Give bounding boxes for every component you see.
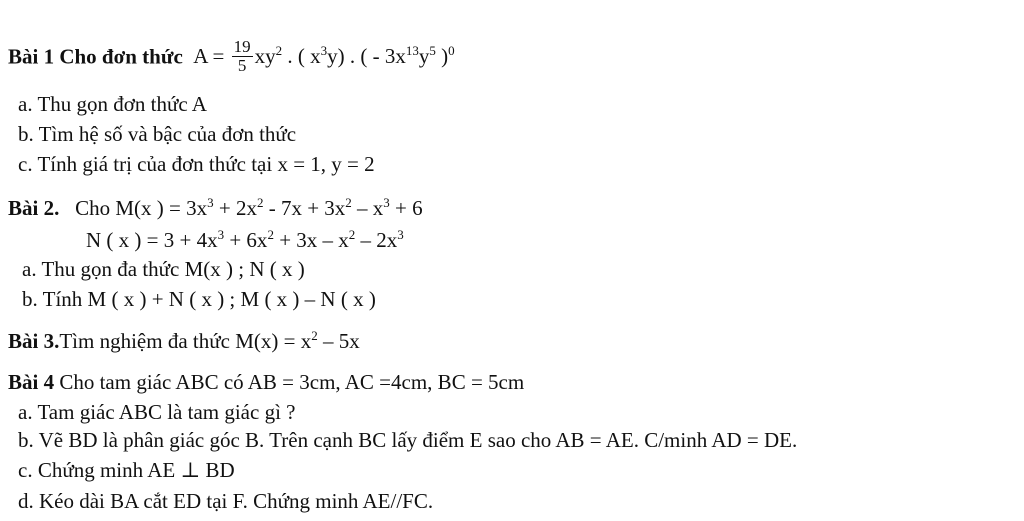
bai4-item-d: d. Kéo dài BA cắt ED tại F. Chứng minh AE//FC. [18,489,434,513]
bai4-line: Bài 4 Cho tam giác ABC có AB = 3cm, AC =4cm, BC = 5cm [8,370,525,394]
bai1-heading [8,37,455,77]
bai4-item-c: c. Chứng minh AE ⊥ BD [18,458,235,482]
bai3-title: Bài 3. [8,329,60,353]
bai1-item-b: b. Tìm hệ số và bậc của đơn thức [18,122,297,146]
bai4-item-a: a. Tam giác ABC là tam giác gì ? [18,400,296,424]
bai2-n-definition: N ( x ) = $3 + 4x^3 + 6x^2 + 3x - x^2 - 2x^3$ [86,227,404,252]
bai4-item-b: b. Vẽ BD là phân giác góc B. Trên cạnh BC lấy điểm E sao cho AB = AE. C/minh AD = DE. [18,428,798,452]
bai1-item-a: a. Thu gọn đơn thức A [18,92,207,116]
bai2-item-b: b. Tính M ( x ) + N ( x ) ; M ( x ) – N ( x ) [22,287,376,311]
bai1-fraction: $\frac{19}{5}$ [233,37,251,75]
bai2-title: Bài 2. [8,196,60,220]
bai1-title: Bài 1 Cho đơn thức [8,44,183,69]
bai2-item-a: a. Thu gọn đa thức M(x ) ; N ( x ) [22,257,305,281]
bai2-m-definition: Bài 2. Cho M(x ) = $3x^3 + 2x^2 - 7x + 3x^2 - x^3 + 6$ [8,195,423,220]
bai1-item-c: c. Tính giá trị của đơn thức tại x = 1, y = 2 [18,152,375,176]
bai4-title: Bài 4 [8,370,55,394]
bai1-formula: A = $\frac{19}{5}$ $xy^2$ . ( $x^3y$) . ( - $3x^{13}y^5$ )$^0$ [193,37,455,75]
bai3-line: Bài 3.Tìm nghiệm đa thức $M(x) = x^2 - 5x$ [8,328,360,353]
